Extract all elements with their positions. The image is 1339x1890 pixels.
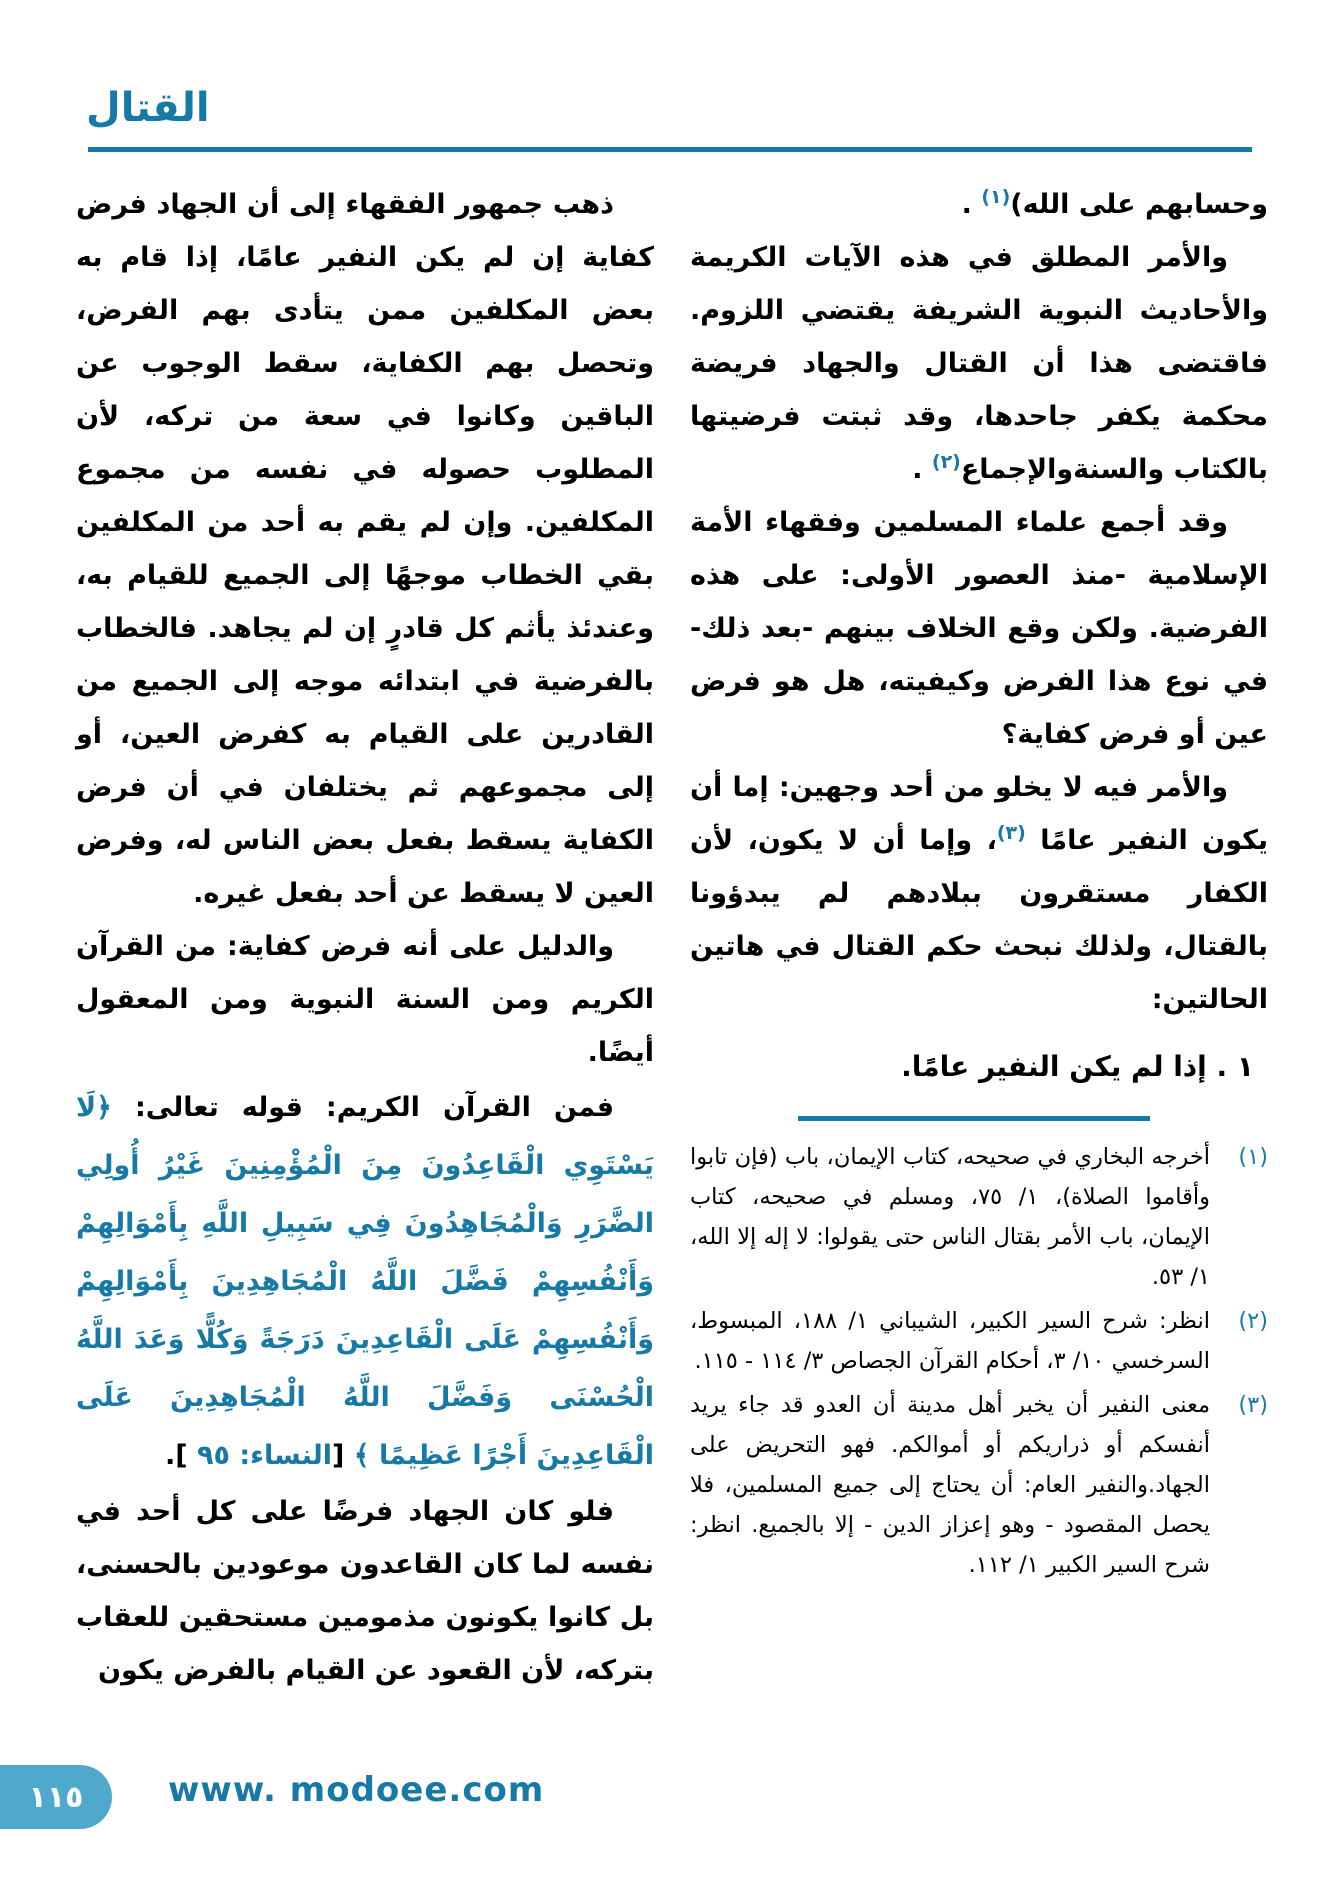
page-number: ١١٥ <box>28 1779 84 1815</box>
footnote-text: معنى النفير أن يخبر أهل مدينة أن العدو قد جاء يريد أنفسكم أو ذراريكم أو أموالكم. فهو التحريض على الجهاد.والنفير العام: أن يحتاج إلى جميع المسلمين، فلا يحصل المقصود - وهو إعزاز الدين - إلا بالجميع. انظر: شرح السير الكبير ١/ ١١٢. <box>690 1392 1210 1578</box>
left-column <box>76 178 654 1697</box>
paragraph-text: والأمر فيه لا يخلو من أحد وجهين: إما أن يكون النفير عامًا <box>690 772 1268 856</box>
right-column <box>690 178 1268 1697</box>
paragraph-text: وقد أجمع علماء المسلمين وفقهاء الأمة الإسلامية -منذ العصور الأولى: على هذه الفرضية. ولكن وقع الخلاف بينهم -بعد ذلك- في نوع هذا الفرض وكيفيته، هل هو فرض عين أو فرض كفاية؟ <box>690 507 1268 750</box>
verse-ref-bracket: [ <box>332 1440 345 1471</box>
paragraph: والدليل على أنه فرض كفاية: من القرآن الكريم ومن السنة النبوية ومن المعقول أيضًا. <box>76 931 654 1068</box>
verse-reference: النساء: ٩٥ <box>187 1440 333 1471</box>
chapter-title: القتال <box>86 85 210 131</box>
footnote-ref-2: (٢) <box>931 451 961 473</box>
footnote-text: أخرجه البخاري في صحيحه، كتاب الإيمان، باب (فإن تابوا وأقاموا الصلاة)، ١/ ٧٥، ومسلم في صحيحه، كتاب الإيمان، باب الأمر بقتال الناس حتى يقولوا: لا إله إلا الله، ١/ ٥٣. <box>690 1144 1210 1290</box>
quran-verse: ﴿لَا يَسْتَوِي الْقَاعِدُونَ مِنَ الْمُؤْمِنِينَ غَيْرُ أُولِي الضَّرَرِ وَالْمُجَاهِدُونَ فِي سَبِيلِ اللَّهِ بِأَمْوَالِهِمْ وَأَنْفُسِهِمْ فَضَّلَ اللَّهُ الْمُجَاهِدِينَ بِأَمْوَالِهِمْ وَأَنْفُسِهِمْ عَلَى الْقَاعِدِينَ دَرَجَةً وَكُلًّا وَعَدَ اللَّهُ الْحُسْنَى وَفَضَّلَ اللَّهُ الْمُجَاهِدِينَ عَلَى الْقَاعِدِينَ أَجْرًا عَظِيمًا ﴾ <box>76 1092 654 1471</box>
text-columns <box>75 178 1268 1697</box>
paragraph-continuation <box>690 178 1268 231</box>
paragraph-text: ، وإما أن لا يكون، لأن الكفار مستقرون ببلادهم لم يبدؤونا بالقتال، ولذلك نبحث حكم القتال في هاتين الحالتين: <box>690 825 1268 1015</box>
footnote-item-2 <box>690 1301 1268 1381</box>
footnote-text: انظر: شرح السير الكبير، الشيباني ١/ ١٨٨، المبسوط، السرخسي ١٠/ ٣، أحكام القرآن الجصاص ٣/ ١١٤ - ١١٥. <box>690 1308 1210 1374</box>
header-rule <box>88 147 1252 152</box>
footnote-item-1 <box>690 1137 1268 1297</box>
footnote-separator <box>798 1116 1150 1121</box>
footnote-marker: (٣) <box>1238 1392 1268 1418</box>
footnote-marker: (١) <box>1238 1144 1268 1170</box>
paragraph-text: وحسابهم على الله) <box>1010 189 1268 220</box>
page-number-tab <box>0 1765 112 1829</box>
footnotes-block <box>690 1137 1268 1585</box>
website-url: www. modoee.com <box>168 1770 545 1810</box>
verse-paragraph <box>76 1079 654 1485</box>
footnote-marker: (٢) <box>1238 1308 1268 1334</box>
footnote-item-3 <box>690 1385 1268 1585</box>
paragraph-text: . <box>961 189 982 220</box>
paragraph: فلو كان الجهاد فرضًا على كل أحد في نفسه لما كان القاعدون موعودين بالحسنى، بل كانوا يكونون مذمومين مستحقين للعقاب بتركه، لأن القعود عن القيام بالفرض يكون <box>76 1496 654 1686</box>
verse-intro: فمن القرآن الكريم: قوله تعالى: <box>111 1092 614 1123</box>
paragraph-text: والأمر المطلق في هذه الآيات الكريمة والأحاديث النبوية الشريفة يقتضي اللزوم. فاقتضى هذا أن القتال والجهاد فريضة محكمة يكفر جاحدها، وقد ثبتت فرضيتها بالكتاب والسنةوالإجماع <box>690 242 1268 485</box>
section-heading: ١ . إذا لم يكن النفير عامًا. <box>901 1050 1254 1083</box>
paragraph <box>690 761 1268 1026</box>
paragraph-text: . <box>912 454 932 485</box>
footnote-ref-1: (١) <box>981 186 1011 208</box>
footnote-ref-3: (٣) <box>996 822 1026 844</box>
verse-ref-bracket: ]. <box>165 1440 188 1471</box>
paragraph <box>690 496 1268 761</box>
paragraph <box>690 231 1268 496</box>
paragraph: ذهب جمهور الفقهاء إلى أن الجهاد فرض كفاية إن لم يكن النفير عامًا، إذا قام به بعض المكلفين ممن يتأدى بهم الفرض، وتحصل بهم الكفاية، سقط الوجوب عن الباقين وكانوا في سعة من تركه، لأن المطلوب حصوله في نفسه من مجموع المكلفين. وإن لم يقم به أحد من المكلفين بقي الخطاب موجهًا إلى الجميع للقيام به، وعندئذ يأثم كل قادرٍ إن لم يجاهد. فالخطاب بالفرضية في ابتدائه موجه إلى الجميع من القادرين على القيام به كفرض العين، أو إلى مجموعهم ثم يختلفان في أن فرض الكفاية يسقط بفعل بعض الناس له، وفرض العين لا يسقط عن أحد بفعل غيره. <box>76 189 654 909</box>
